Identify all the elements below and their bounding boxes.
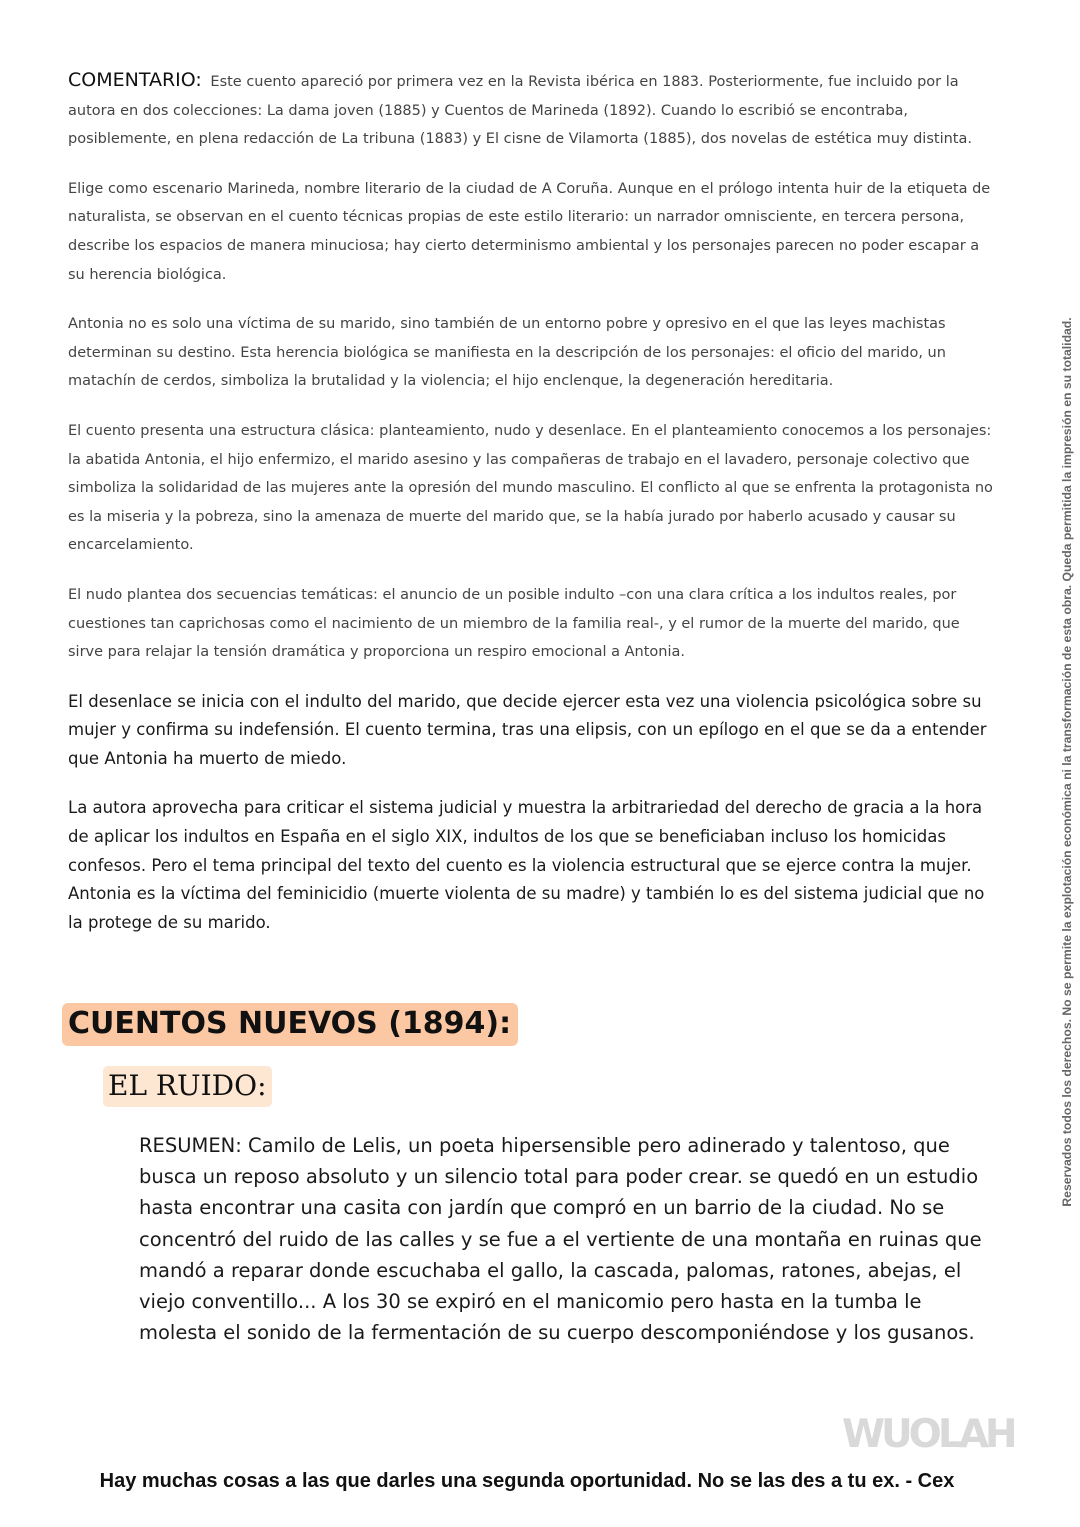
commentary-paragraph-3: Antonia no es solo una víctima de su marido, sino también de un entorno pobre y opresivo en el que las leyes machistas determinan su destino. Esta herencia biológica se manifiesta en la descripción de los personajes: el oficio del marido, un matachín de cerdos, simboliza la brutalidad y la violencia; el hijo enclenque, la degeneración hereditaria. xyxy=(68,316,946,390)
commentary-section xyxy=(68,66,993,958)
copyright-notice: Reservados todos los derechos. No se permite la explotación económica ni la transformación de esta obra. Queda permitida la impresión en su totalidad. xyxy=(1060,317,1074,1207)
story-summary: RESUMEN: Camilo de Lelis, un poeta hipersensible pero adinerado y talentoso, que busca un reposo absoluto y un silencio total para poder crear. se quedó en un estudio hasta encontrar una casita con jardín que compró en un barrio de la ciudad. No se concentró del ruido de las calles y se fue a el vertiente de una montaña en ruinas que mandó a reparar donde escuchaba el gallo, la cascada, palomas, ratones, abejas, el viejo conventillo... A los 30 se expiró en el manicomio pero hasta en la tumba le molesta el sonido de la fermentación de su cuerpo descomponiéndose y los gusanos. xyxy=(139,1134,982,1345)
commentary-paragraph-5: El nudo plantea dos secuencias temáticas: el anuncio de un posible indulto –con una clara crítica a los indultos reales, por cuestiones tan caprichosas como el nacimiento de un miembro de la familia real-, y el rumor de la muerte del marido, que sirve para relajar la tensión dramática y proporciona un respiro emocional a Antonia. xyxy=(68,586,960,661)
commentary-paragraph-2: Elige como escenario Marineda, nombre literario de la ciudad de A Coruña. Aunque en el prólogo intenta huir de la etiqueta de naturalista, se observan en el cuento técnicas propias de este estilo literario: un narrador omnisciente, en tercera persona, describe los espacios de manera minuciosa; hay cierto determinismo ambiental y los personajes parecen no poder escapar a su herencia biológica. xyxy=(68,180,991,283)
section-heading: CUENTOS NUEVOS (1894): xyxy=(62,1003,518,1046)
commentary-paragraph-6: El desenlace se inicia con el indulto del marido, que decide ejercer esta vez una violencia psicológica sobre su mujer y confirma su indefensión. El cuento termina, tras una elipsis, con un epílogo en el que se da a entender que Antonia ha muerto de miedo. xyxy=(68,691,987,769)
commentary-paragraph-1-text: Este cuento apareció por primera vez en la Revista ibérica en 1883. Posteriormente, fue incluido por la autora en dos colecciones: La dama joven (1885) y Cuentos de Marineda (1892). Cuando lo escribió se encontraba, posiblemente, en plena redacción de La tribuna (1883) y El cisne de Vilamorta (1885), dos novelas de estética muy distinta. xyxy=(68,74,972,148)
commentary-paragraph-1 xyxy=(68,66,993,154)
commentary-lead: COMENTARIO: xyxy=(68,69,202,91)
story-heading: EL RUIDO: xyxy=(103,1066,272,1107)
wuolah-logo: WUOLAH xyxy=(842,1412,1014,1457)
commentary-paragraph-7: La autora aprovecha para criticar el sistema judicial y muestra la arbitrariedad del derecho de gracia a la hora de aplicar los indultos en España en el siglo XIX, indultos de los que se beneficiaban incluso los homicidas confesos. Pero el tema principal del texto del cuento es la violencia estructural que se ejerce contra la mujer. Antonia es la víctima del feminicidio (muerte violenta de su madre) y también lo es del sistema judicial que no la protege de su marido. xyxy=(68,798,985,933)
commentary-paragraph-4: El cuento presenta una estructura clásica: planteamiento, nudo y desenlace. En el planteamiento conocemos a los personajes: la abatida Antonia, el hijo enfermizo, el marido asesino y las compañeras de trabajo en el lavadero, personaje colectivo que simboliza la solidaridad de las mujeres ante la opresión del mundo masculino. El conflicto al que se enfrenta la protagonista no es la miseria y la pobreza, sino la amenaza de muerte del marido que, se la había jurado por haberlo acusado y causar su encarcelamiento. xyxy=(68,422,993,554)
footer-ad-text: Hay muchas cosas a las que darles una segunda oportunidad. No se las des a tu ex. - Cex xyxy=(99,1470,955,1492)
